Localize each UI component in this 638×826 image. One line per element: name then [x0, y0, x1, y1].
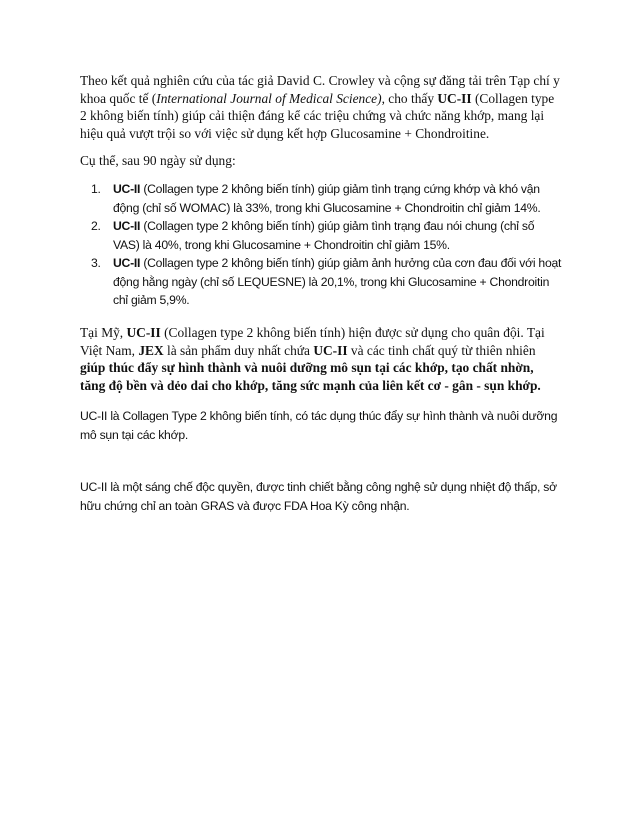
list-item-number: 1. [91, 182, 101, 196]
intro-text-1: Theo kết quả nghiên cứu của tác giả David C. Crowley và cộng sự đăng tải trên Tạp chí y khoa quốc tế ( [80, 73, 560, 106]
detail-lead-paragraph: Cụ thể, sau 90 ngày sử dụng: [80, 153, 236, 168]
para3-text-3: là sản phẩm duy nhất chứa [163, 342, 314, 358]
intro-paragraph [80, 72, 562, 142]
list-item-number: 2. [91, 219, 101, 233]
ucii-term: UC-II [313, 342, 348, 358]
para3-text-4: và các tinh chất quý từ thiên nhiên [347, 342, 536, 358]
intro-text-2: , cho thấy [381, 90, 438, 106]
list-item-text: (Collagen type 2 không biến tính) giúp giảm tình trạng cứng khớp và khó vận động (chỉ số WOMAC) là 33%, trong khi Glucosamine + Chondroitin chỉ giảm 14%. [113, 182, 541, 215]
results-list [80, 180, 562, 310]
para3-text-1: Tại Mỹ, [80, 325, 127, 340]
list-item-text: (Collagen type 2 không biến tính) giúp giảm ảnh hưởng của cơn đau đối với hoạt động hằng ngày (chỉ số LEQUESNE) là 20,1%, trong khi Glucosamine + Chondroitin chỉ giảm 5,9%. [113, 256, 562, 307]
ucii-definition-paragraph: UC-II là Collagen Type 2 không biến tính, có tác dụng thúc đẩy sự hình thành và nuôi dưỡng mô sụn tại các khớp. [80, 409, 558, 442]
ucii-term: UC-II [126, 325, 161, 340]
jex-term: JEX [138, 342, 164, 358]
list-item-text: (Collagen type 2 không biến tính) giúp giảm tình trạng đau nói chung (chỉ số VAS) là 40%, trong khi Glucosamine + Chondroitin chỉ giảm 15%. [113, 219, 535, 252]
list-item [80, 254, 562, 310]
list-item-number: 3. [91, 256, 101, 270]
journal-name: International Journal of Medical Science) [156, 90, 382, 106]
para3-text-2: (Collagen type 2 không biến tính) hiện được sử dụng cho quân đội. Tại Việt Nam, [80, 325, 545, 358]
list-item [80, 180, 562, 217]
list-item-bold: UC-II [113, 219, 141, 233]
usa-vietnam-paragraph [80, 324, 562, 394]
list-item-bold: UC-II [113, 256, 141, 270]
list-item-bold: UC-II [113, 182, 141, 196]
list-item [80, 217, 562, 254]
ucii-patent-paragraph: UC-II là một sáng chế độc quyền, được tinh chiết bằng công nghệ sử dụng nhiệt độ thấp, sở hữu chứng chỉ an toàn GRAS và được FDA Hoa Kỳ công nhận. [80, 480, 557, 513]
ucii-term: UC-II [437, 90, 472, 106]
para3-bold-claim: giúp thúc đẩy sự hình thành và nuôi dưỡng mô sụn tại các khớp, tạo chất nhờn, tăng độ bền và dẻo dai cho khớp, tăng sức mạnh của liên kết cơ - gân - sụn khớp. [80, 360, 541, 393]
intro-text-3: (Collagen type 2 không biến tính) giúp cải thiện đáng kể các triệu chứng và chức năng khớp, mang lại hiệu quả vượt trội so với việc sử dụng kết hợp Glucosamine + Chondroitine. [80, 90, 555, 141]
